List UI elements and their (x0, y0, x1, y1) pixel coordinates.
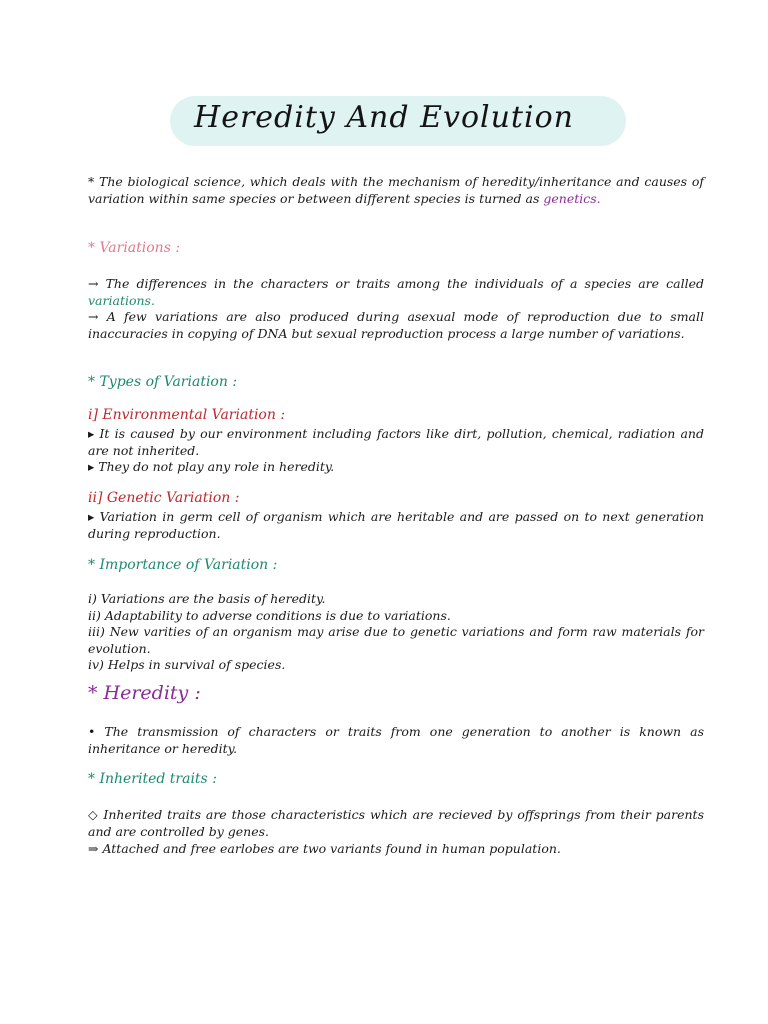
intro-text: The biological science, which deals with the mechanism of heredity/inheritance and causes of variation within same species or between different species is turned as (88, 174, 704, 206)
heading-importance-of-variation: * Importance of Variation : (88, 557, 278, 573)
heading-genetic-variation: ii] Genetic Variation : (88, 490, 240, 506)
environmental-point-2: ▸ They do not play any role in heredity. (88, 459, 335, 474)
variations-p1-marker: → (88, 276, 99, 291)
intro-term: genetics. (543, 190, 601, 206)
importance-item: ii) Adaptability to adverse conditions is due to variations. (88, 607, 451, 623)
heading-variations: * Variations : (88, 240, 181, 256)
variations-paragraph-1 (88, 276, 704, 309)
title-area (0, 92, 768, 156)
heading-environmental-variation: i] Environmental Variation : (88, 407, 286, 423)
page-title: Heredity And Evolution (194, 100, 574, 135)
variations-p1-text: The differences in the characters or traits among the individuals of a species are called (105, 276, 704, 291)
importance-item: iii) New varities of an organism may arise due to genetic variations and form raw materials for evolution. (88, 624, 704, 656)
intro-marker: * (88, 174, 95, 189)
importance-item: iv) Helps in survival of species. (88, 657, 286, 672)
variations-p2-marker: → (88, 309, 99, 324)
heading-types-of-variation: * Types of Variation : (88, 374, 238, 390)
heading-inherited-traits: * Inherited traits : (88, 771, 217, 787)
importance-item: i) Variations are the basis of heredity. (88, 591, 326, 606)
intro-paragraph (88, 174, 704, 207)
variations-paragraph-2 (88, 309, 704, 342)
variations-p2-text: A few variations are also produced during asexual mode of reproduction due to small inaccuracies in copying of DNA but sexual reproduction process a large number of variations. (88, 309, 704, 341)
variations-p1-term: variations. (88, 292, 155, 308)
heading-heredity: * Heredity : (88, 682, 201, 704)
heredity-paragraph: • The transmission of characters or traits from one generation to another is known as inheritance or heredity. (88, 724, 704, 756)
importance-list (88, 591, 704, 674)
environmental-point-1: ▸ It is caused by our environment including factors like dirt, pollution, chemical, radiation and are not inherited. (88, 426, 704, 458)
inherited-paragraph-1: ◇ Inherited traits are those characteristics which are recieved by offsprings from their parents and are controlled by genes. (88, 807, 704, 839)
inherited-paragraph-2: ⇒ Attached and free earlobes are two variants found in human population. (88, 841, 561, 856)
genetic-point-1: ▸ Variation in germ cell of organism which are heritable and are passed on to next generation during reproduction. (88, 509, 704, 541)
